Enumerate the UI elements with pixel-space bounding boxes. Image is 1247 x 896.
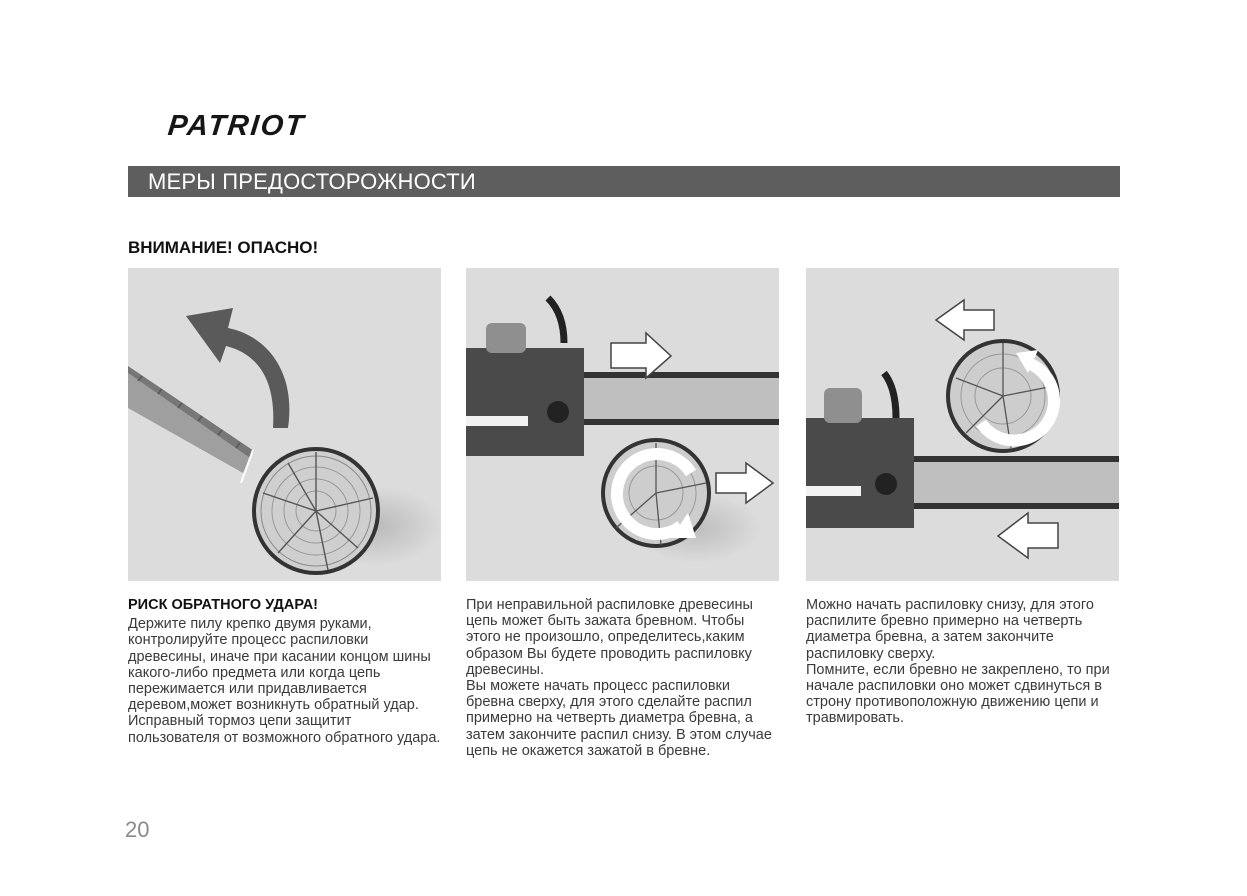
bottom-cut-text-column: [806, 597, 1112, 727]
log-cut-from-bottom-illustration: [806, 268, 1119, 581]
log-pinch-cut-from-top-illustration: [466, 268, 779, 581]
warning-heading: ВНИМАНИЕ! ОПАСНО!: [128, 238, 319, 257]
top-cut-text-column: [466, 597, 782, 759]
kickback-illustration: [128, 268, 441, 581]
chainsaw-top-cut-icon: [466, 268, 779, 581]
chainsaw-bottom-cut-icon: [806, 268, 1119, 581]
section-header-bar: [128, 166, 1120, 197]
kickback-body: Держите пилу крепко двумя руками, контролируйте процесс распиловки древесины, иначе при касании концом шины какого-либо предмета или когда цепь пережимается или придавливается деревом,может возникнуть обратный удар. Исправный тормоз цепи защитит пользователя от возможного обратного удара.: [128, 616, 441, 746]
kickback-heading: РИСК ОБРАТНОГО УДАРА!: [128, 597, 319, 613]
bottom-cut-body-2: Помните, если бревно не закреплено, то при начале распиловки оно может сдвинуться в строну противоположную движению цепи и травмировать.: [806, 661, 1110, 727]
bottom-cut-body-1: Можно начать распиловку снизу, для этого распилите бревно примерно на четверть диаметра бревна, а затем закончите распиловку сверху.: [806, 597, 1094, 662]
brand-logo: PATRIOT: [166, 110, 307, 142]
page-number: 20: [125, 817, 150, 842]
top-cut-body-1: При неправильной распиловке древесины цепь может быть зажата бревном. Чтобы этого не произошло, определитесь,каким образом Вы будете проводить распиловку древесины.: [466, 597, 753, 678]
kickback-text-column: [128, 597, 446, 746]
top-cut-body-2: Вы можете начать процесс распиловки бревна сверху, для этого сделайте распил примерно на четверть диаметра бревна, а затем закончите распил снизу. В этом случае цепь не окажется зажатой в бревне.: [466, 678, 772, 759]
kickback-icon: [128, 268, 441, 581]
section-title: МЕРЫ ПРЕДОСТОРОЖНОСТИ: [148, 169, 476, 194]
